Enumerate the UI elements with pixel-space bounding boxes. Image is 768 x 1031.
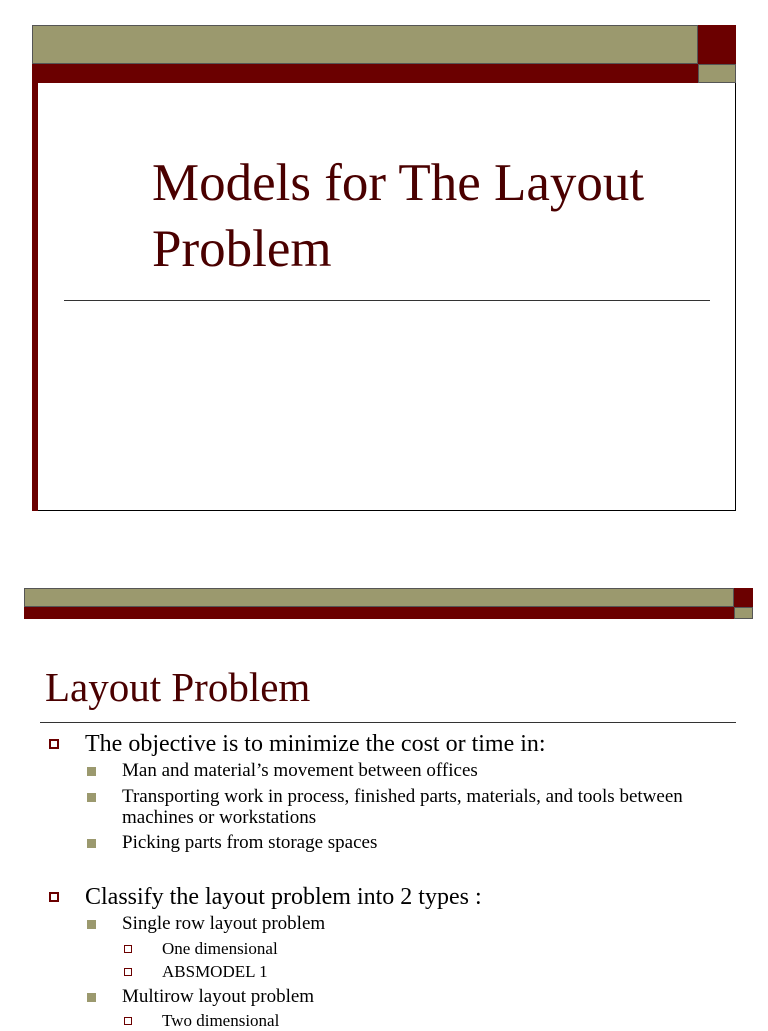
slide-2-title: Layout Problem	[45, 664, 311, 710]
sub-bullet-2-1: Single row layout problem	[122, 913, 326, 934]
slide-1-header-maroon-band	[32, 64, 698, 83]
olive-square-bullet-icon	[87, 767, 96, 776]
slide-1-header-olive-bar	[32, 25, 698, 64]
slide-1-header-maroon-square	[698, 25, 736, 64]
sub-bullet-1-1: Man and material’s movement between offices	[122, 760, 478, 781]
small-hollow-square-bullet-icon	[124, 968, 132, 976]
hollow-square-bullet-icon	[49, 739, 59, 749]
slide-1-title-line-2: Problem	[152, 220, 332, 278]
slide-1-title-line-1: Models for The Layout	[152, 154, 645, 212]
sub-bullet-2-2: Multirow layout problem	[122, 986, 315, 1007]
small-hollow-square-bullet-icon	[124, 945, 132, 953]
olive-square-bullet-icon	[87, 920, 96, 929]
slide-1-title	[152, 150, 722, 282]
sub-bullet-1-2: Transporting work in process, finished parts, materials, and tools between machines or workstations	[122, 786, 683, 828]
sub-sub-bullet-2-1-1: One dimensional	[162, 939, 278, 958]
sub-sub-bullet-2-2-1: Two dimensional	[162, 1011, 280, 1030]
sub-bullet-1-3: Picking parts from storage spaces	[122, 832, 378, 853]
bullet-1-text: The objective is to minimize the cost or time in:	[85, 731, 546, 757]
olive-square-bullet-icon	[87, 793, 96, 802]
slide-2-header-maroon-square	[734, 588, 753, 607]
olive-square-bullet-icon	[87, 993, 96, 1002]
bullet-2-text: Classify the layout problem into 2 types :	[85, 884, 482, 910]
slide-1-left-accent-bar	[32, 83, 38, 511]
sub-sub-bullet-2-1-2: ABSMODEL 1	[162, 962, 268, 981]
slide-1-header-olive-square	[698, 64, 736, 83]
slide-2-title-rule	[40, 722, 736, 723]
slide-2-header-maroon-band	[24, 607, 734, 619]
hollow-square-bullet-icon	[49, 892, 59, 902]
slide-1-title-rule	[64, 300, 710, 301]
slide-2-header-olive-bar	[24, 588, 734, 607]
olive-square-bullet-icon	[87, 839, 96, 848]
slide-2-header-olive-square	[734, 607, 753, 619]
